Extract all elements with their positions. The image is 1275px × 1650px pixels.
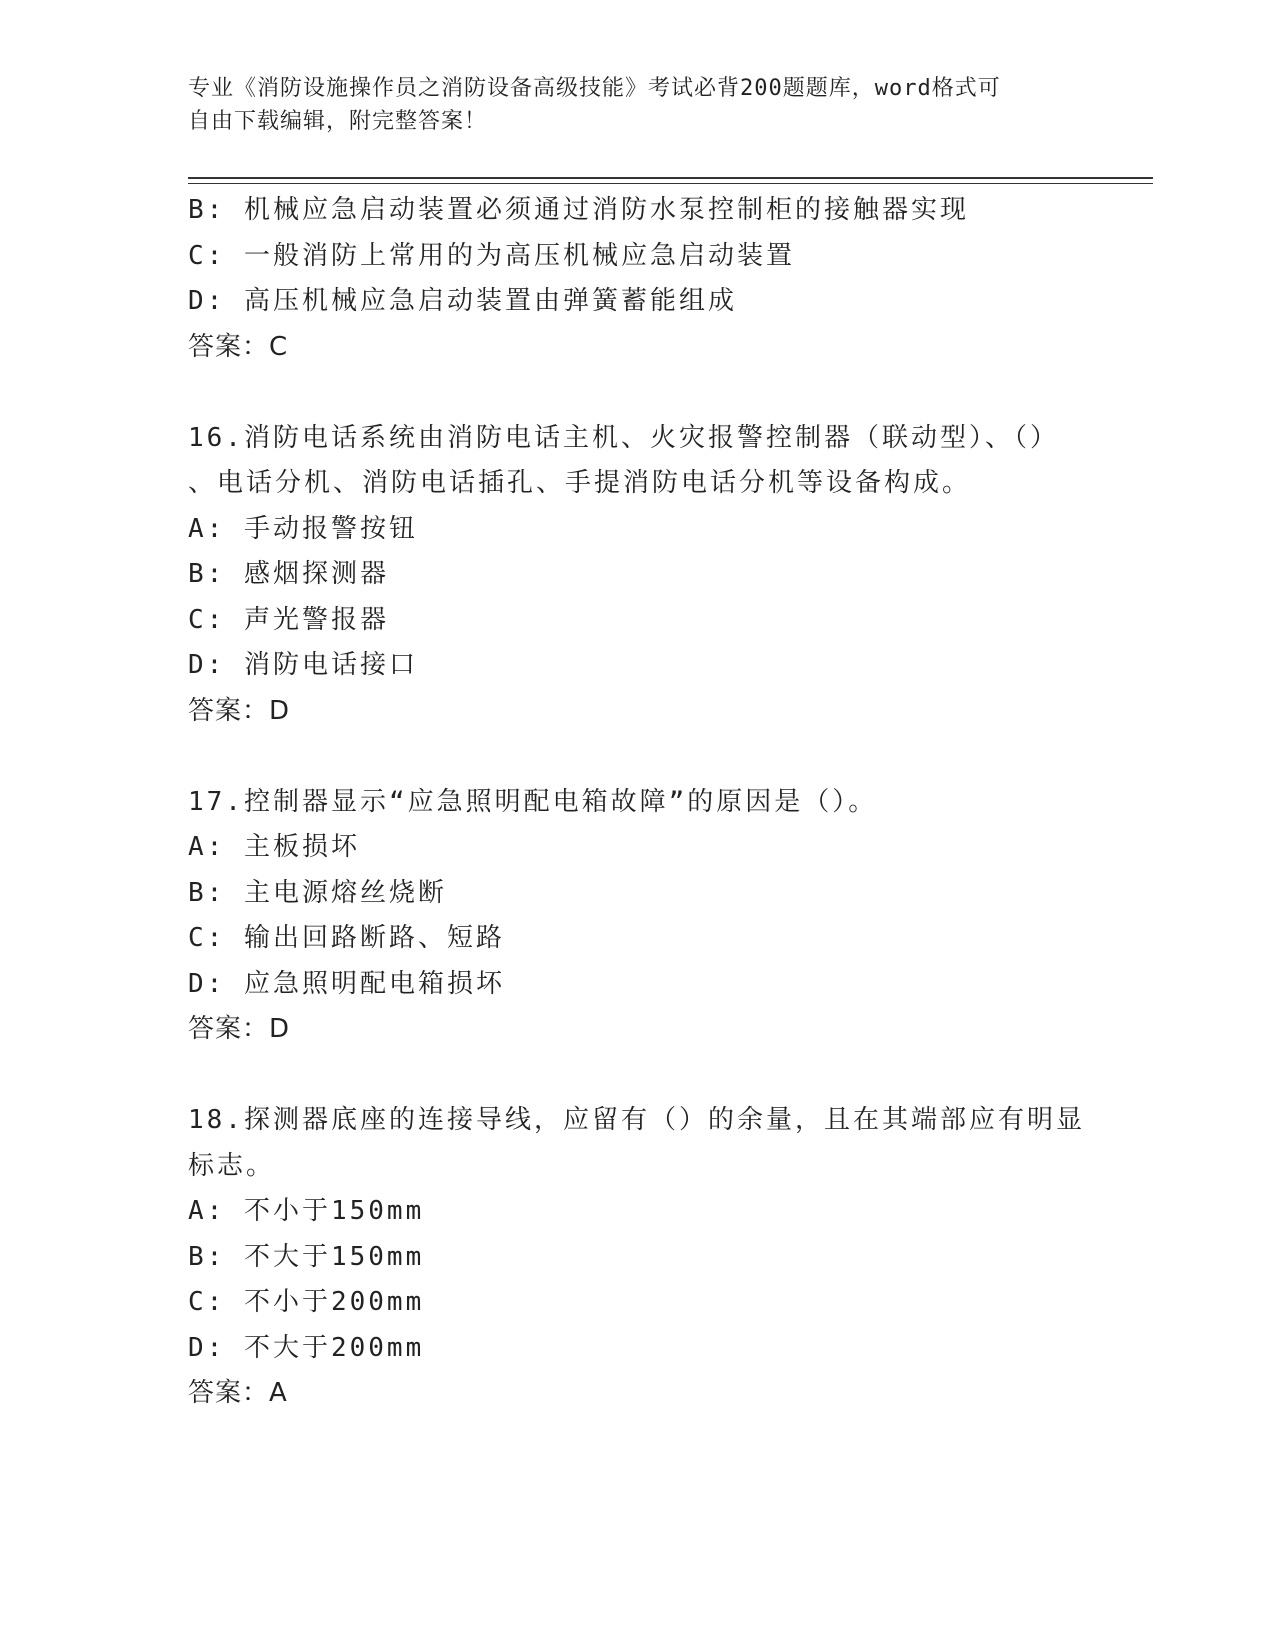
header-line-2: 自由下载编辑，附完整答案！ [188, 109, 488, 134]
continued-question-block [188, 188, 1088, 370]
question-18 [188, 1098, 1088, 1417]
option-c: C: 不小于200mm [188, 1287, 425, 1317]
question-stem-continued: 标志。 [188, 1150, 276, 1181]
question-stem-continued: 、电话分机、消防电话插孔、手提消防电话分机等设备构成。 [188, 468, 972, 498]
option-d: D: 高压机械应急启动装置由弹簧蓄能组成 [188, 286, 737, 316]
answer-line: 答案：A [188, 1378, 288, 1408]
option-c: C: 一般消防上常用的为高压机械应急启动装置 [188, 240, 795, 271]
option-d: D: 不大于200mm [188, 1332, 425, 1363]
spacer [188, 370, 1088, 416]
answer-line: 答案：D [188, 695, 291, 726]
option-b: B: 不大于150mm [188, 1241, 425, 1272]
option-d: D: 应急照明配电箱损坏 [188, 968, 505, 999]
document-header [188, 72, 1068, 138]
question-stem: 16.消防电话系统由消防电话主机、火灾报警控制器（联动型）、（） [188, 422, 1059, 453]
option-a: A: 手动报警按钮 [188, 513, 418, 544]
question-stem: 17.控制器显示“应急照明配电箱故障”的原因是（）。 [188, 786, 878, 817]
option-b: B: 机械应急启动装置必须通过消防水泵控制柜的接触器实现 [188, 195, 969, 225]
question-stem: 18.探测器底座的连接导线，应留有（）的余量，且在其端部应有明显 [188, 1105, 1085, 1135]
header-line-1: 专业《消防设施操作员之消防设备高级技能》考试必背200题题库，word格式可 [188, 76, 1001, 101]
spacer [188, 1053, 1088, 1099]
question-content [188, 188, 1088, 1417]
question-16 [188, 416, 1088, 735]
header-divider-thick [188, 177, 1153, 179]
option-a: A: 主板损坏 [188, 832, 360, 862]
option-c: C: 声光警报器 [188, 604, 389, 635]
option-b: B: 主电源熔丝烧断 [188, 877, 447, 908]
answer-line: 答案：C [188, 331, 289, 362]
option-b: B: 感烟探测器 [188, 559, 389, 589]
answer-line: 答案：D [188, 1014, 291, 1044]
header-divider-thin [188, 183, 1153, 184]
option-d: D: 消防电话接口 [188, 650, 418, 680]
option-c: C: 输出回路断路、短路 [188, 923, 505, 953]
spacer [188, 734, 1088, 780]
option-a: A: 不小于150mm [188, 1196, 425, 1226]
question-17 [188, 780, 1088, 1053]
